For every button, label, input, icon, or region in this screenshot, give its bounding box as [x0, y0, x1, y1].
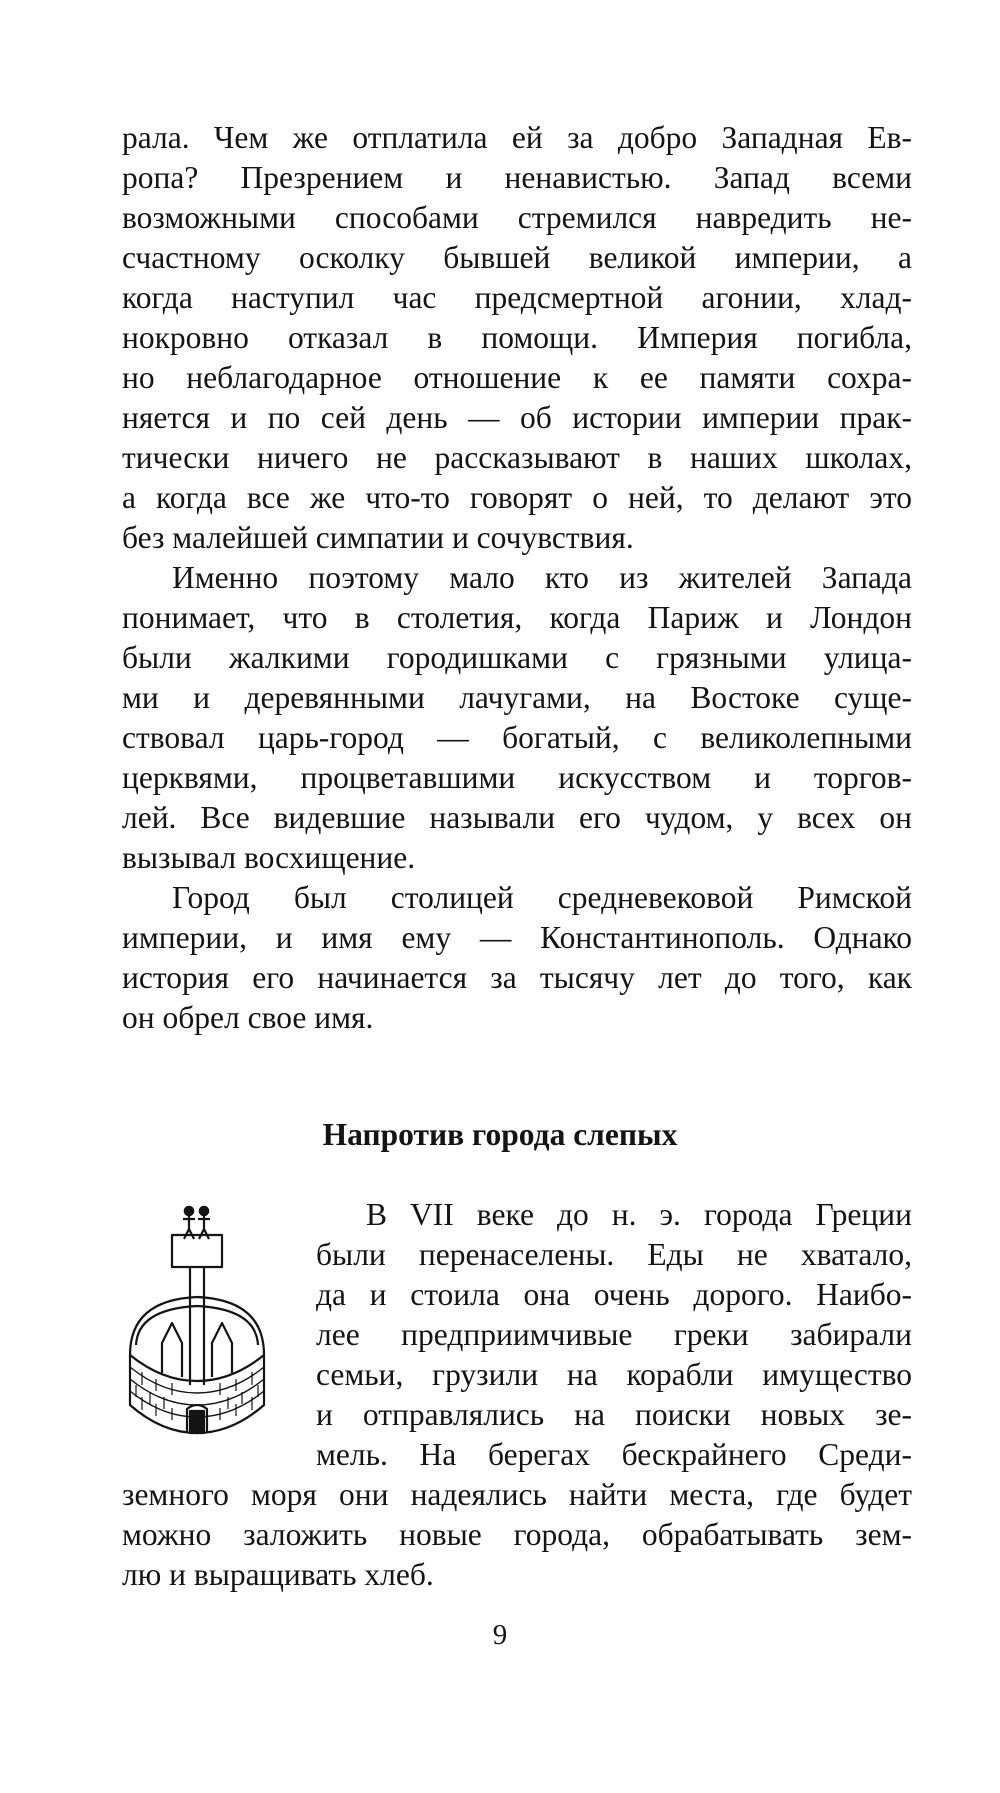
text-line: но неблагодарное отношение к ее памяти сохра- — [122, 360, 912, 395]
text-line: вызывал восхищение. — [122, 840, 416, 875]
text-line: когда наступил час предсмертной агонии, хлад- — [122, 280, 912, 315]
paragraph-3 — [122, 878, 912, 1038]
text-line: ствовал царь-город — богатый, с великолепными — [122, 720, 912, 755]
paragraph-4-continuation — [122, 1475, 912, 1595]
text-line: лей. Все видевшие называли его чудом, у всех он — [122, 800, 912, 835]
text-line: няется и по сей день — об истории империи прак- — [122, 400, 912, 435]
text-line: Город был столицей средневековой Римской — [172, 880, 912, 915]
text-line: да и стоила она очень дорого. Наибо- — [316, 1277, 912, 1312]
text-line: можно заложить новые города, обрабатывать зем- — [122, 1517, 912, 1552]
text-line: понимает, что в столетия, когда Париж и Лондон — [122, 600, 912, 635]
text-line: Именно поэтому мало кто из жителей Запада — [172, 560, 912, 595]
top-text-block — [122, 118, 912, 1038]
page-number: 9 — [492, 1619, 508, 1651]
text-line: рала. Чем же отплатила ей за добро Западная Ев- — [122, 120, 912, 155]
text-line: церквями, процветавшими искусством и торгов- — [122, 760, 912, 795]
text-line: история его начинается за тысячу лет до того, как — [122, 960, 912, 995]
paragraph-2 — [122, 558, 912, 878]
text-line: В VII веке до н. э. города Греции — [366, 1197, 912, 1232]
text-line: империи, и имя ему — Константинополь. Однако — [122, 920, 912, 955]
wrapped-paragraph-lines — [316, 1195, 912, 1475]
text-line: ми и деревянными лачугами, на Востоке суще- — [122, 680, 912, 715]
text-line: а когда все же что-то говорят о ней, то делают это — [122, 480, 912, 515]
text-line: он обрел свое имя. — [122, 1000, 374, 1035]
text-line: без малейшей симпатии и сочувствия. — [122, 520, 634, 555]
text-line: лее предприимчивые греки забирали — [316, 1317, 912, 1352]
text-line: семьи, грузили на корабли имущество — [316, 1357, 912, 1392]
text-line: тически ничего не рассказывают в наших школах, — [122, 440, 912, 475]
text-line: лю и выращивать хлеб. — [122, 1557, 434, 1592]
text-line: земного моря они надеялись найти места, где будет — [122, 1477, 912, 1512]
text-line: мель. На берегах бескрайнего Среди- — [316, 1437, 912, 1472]
text-line: нокровно отказал в помощи. Империя погибла, — [122, 320, 912, 355]
text-line: ропа? Презрением и ненавистью. Запад всеми — [122, 160, 912, 195]
text-line: счастному осколку бывшей великой империи, а — [122, 240, 912, 275]
section-heading: Напротив города слепых — [322, 1117, 678, 1152]
text-line: возможными способами стремился навредить не- — [122, 200, 912, 235]
text-line: и отправлялись на поиски новых зе- — [316, 1397, 912, 1432]
text-line: были жалкими городишками с грязными улица- — [122, 640, 912, 675]
walled-city-illustration — [122, 1205, 272, 1440]
paragraph-1 — [122, 118, 912, 558]
text-line: были перенаселены. Еды не хватало, — [316, 1237, 912, 1272]
